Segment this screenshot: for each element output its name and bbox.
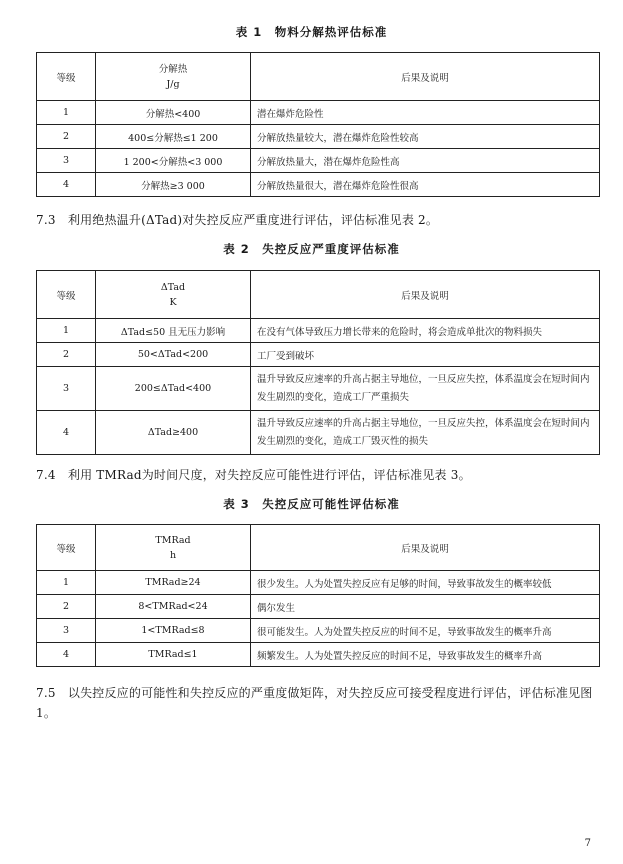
cell-value: 1<TMRad≤8 bbox=[96, 619, 251, 643]
paragraph-7-5: 7.5 以失控反应的可能性和失控反应的严重度做矩阵，对失控反应可接受程度进行评估，评估标准见图 1。 bbox=[36, 686, 593, 720]
cell-level: 4 bbox=[37, 643, 96, 667]
header-desc: 后果及说明 bbox=[251, 525, 600, 571]
table-row bbox=[37, 367, 600, 411]
header-level: 等级 bbox=[37, 271, 96, 319]
header-level: 等级 bbox=[37, 53, 96, 101]
cell-value: 1 200<分解热<3 000 bbox=[96, 149, 251, 173]
table2-caption: 表 2 失控反应严重度评估标准 bbox=[223, 242, 400, 256]
table2 bbox=[36, 270, 600, 455]
cell-desc: 潜在爆炸危险性 bbox=[251, 101, 600, 125]
header-value bbox=[96, 271, 251, 319]
table-row bbox=[37, 343, 600, 367]
table-row bbox=[37, 101, 600, 125]
header-value-name: TMRad bbox=[155, 534, 191, 546]
table1-caption: 表 1 物料分解热评估标准 bbox=[235, 25, 388, 39]
cell-level: 1 bbox=[37, 101, 96, 125]
cell-level: 2 bbox=[37, 343, 96, 367]
header-desc: 后果及说明 bbox=[251, 53, 600, 101]
table-row bbox=[37, 173, 600, 197]
cell-level: 1 bbox=[37, 319, 96, 343]
page-number: 7 bbox=[584, 838, 591, 849]
table-row bbox=[37, 319, 600, 343]
cell-value: ΔTad≥400 bbox=[96, 411, 251, 455]
cell-level: 3 bbox=[37, 149, 96, 173]
cell-value: TMRad≥24 bbox=[96, 571, 251, 595]
cell-desc: 频繁发生。人为处置失控反应的时间不足，导致事故发生的概率升高 bbox=[251, 643, 600, 667]
cell-value: 400≤分解热≤1 200 bbox=[96, 125, 251, 149]
header-value-unit: h bbox=[169, 549, 177, 561]
table-row bbox=[37, 125, 600, 149]
cell-desc: 分解放热量大，潜在爆炸危险性高 bbox=[251, 149, 600, 173]
cell-desc: 很少发生。人为处置失控反应有足够的时间，导致事故发生的概率较低 bbox=[251, 571, 600, 595]
cell-value: 50<ΔTad<200 bbox=[96, 343, 251, 367]
paragraph-7-4: 7.4 利用 TMRad为时间尺度，对失控反应可能性进行评估，评估标准见表 3。 bbox=[36, 468, 471, 482]
cell-value: ΔTad≤50 且无压力影响 bbox=[96, 319, 251, 343]
table3-caption: 表 3 失控反应可能性评估标准 bbox=[223, 497, 400, 511]
cell-level: 1 bbox=[37, 571, 96, 595]
cell-value: TMRad≤1 bbox=[96, 643, 251, 667]
table1 bbox=[36, 52, 600, 197]
cell-value: 8<TMRad<24 bbox=[96, 595, 251, 619]
paragraph-7-3: 7.3 利用绝热温升(ΔTad)对失控反应严重度进行评估，评估标准见表 2。 bbox=[36, 213, 439, 227]
table-header-row bbox=[37, 525, 600, 571]
table-row bbox=[37, 643, 600, 667]
cell-desc: 偶尔发生 bbox=[251, 595, 600, 619]
cell-level: 2 bbox=[37, 125, 96, 149]
cell-level: 2 bbox=[37, 595, 96, 619]
cell-level: 3 bbox=[37, 367, 96, 411]
cell-level: 3 bbox=[37, 619, 96, 643]
cell-desc: 很可能发生。人为处置失控反应的时间不足，导致事故发生的概率升高 bbox=[251, 619, 600, 643]
cell-desc: 温升导致反应速率的升高占据主导地位，一旦反应失控，体系温度会在短时间内发生剧烈的变化，造成工厂毁灭性的损失 bbox=[251, 411, 600, 455]
header-desc: 后果及说明 bbox=[251, 271, 600, 319]
cell-level: 4 bbox=[37, 411, 96, 455]
header-value-unit: K bbox=[169, 296, 177, 308]
table-header-row bbox=[37, 53, 600, 101]
cell-value: 分解热≥3 000 bbox=[96, 173, 251, 197]
table-row bbox=[37, 411, 600, 455]
table-row bbox=[37, 595, 600, 619]
table-row bbox=[37, 149, 600, 173]
table-row bbox=[37, 619, 600, 643]
header-level: 等级 bbox=[37, 525, 96, 571]
header-value bbox=[96, 53, 251, 101]
cell-value: 分解热<400 bbox=[96, 101, 251, 125]
table3 bbox=[36, 524, 600, 667]
table-header-row bbox=[37, 271, 600, 319]
cell-desc: 温升导致反应速率的升高占据主导地位，一旦反应失控，体系温度会在短时间内发生剧烈的变化，造成工厂严重损失 bbox=[251, 367, 600, 411]
cell-level: 4 bbox=[37, 173, 96, 197]
cell-value: 200≤ΔTad<400 bbox=[96, 367, 251, 411]
header-value bbox=[96, 525, 251, 571]
header-value-unit: J/g bbox=[166, 78, 180, 90]
cell-desc: 工厂受到破坏 bbox=[251, 343, 600, 367]
cell-desc: 分解放热量较大，潜在爆炸危险性较高 bbox=[251, 125, 600, 149]
table-row bbox=[37, 571, 600, 595]
header-value-name: ΔTad bbox=[160, 281, 186, 293]
header-value-name: 分解热 bbox=[158, 63, 188, 75]
cell-desc: 在没有气体导致压力增长带来的危险时，将会造成单批次的物料损失 bbox=[251, 319, 600, 343]
cell-desc: 分解放热量很大，潜在爆炸危险性很高 bbox=[251, 173, 600, 197]
